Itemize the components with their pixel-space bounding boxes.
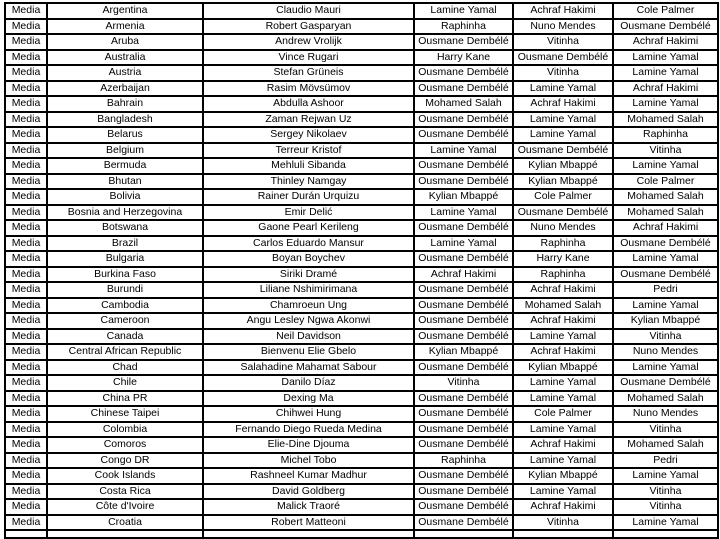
voter-cell[interactable]: Sergey Nikolaev <box>203 127 414 143</box>
vote2-cell[interactable]: Achraf Hakimi <box>513 437 613 453</box>
vote2-cell[interactable]: Nuno Mendes <box>513 19 613 35</box>
vote3-cell[interactable]: Lamine Yamal <box>613 65 718 81</box>
vote2-cell[interactable]: Kylian Mbappé <box>513 158 613 174</box>
voter-cell[interactable]: Boyan Boychev <box>203 251 414 267</box>
table-row <box>5 251 718 267</box>
table-row <box>5 174 718 190</box>
table-row <box>5 282 718 298</box>
country-cell[interactable]: Burkina Faso <box>47 267 203 283</box>
vote2-cell[interactable]: Lamine Yamal <box>513 329 613 345</box>
vote1-cell[interactable]: Ousmane Dembélé <box>414 437 513 453</box>
country-cell[interactable]: Australia <box>47 50 203 66</box>
org-cell[interactable]: Media <box>5 484 47 500</box>
vote3-cell[interactable]: Mohamed Salah <box>613 205 718 221</box>
org-cell[interactable]: Media <box>5 19 47 35</box>
vote3-cell[interactable]: Ousmane Dembélé <box>613 267 718 283</box>
vote1-cell[interactable]: Lamine Yamal <box>414 236 513 252</box>
country-cell[interactable]: Colombia <box>47 422 203 438</box>
voter-cell[interactable]: Vince Rugari <box>203 50 414 66</box>
country-cell[interactable]: Belarus <box>47 127 203 143</box>
country-cell[interactable]: Cook Islands <box>47 468 203 484</box>
country-cell[interactable]: Bahrain <box>47 96 203 112</box>
vote2-cell[interactable]: Vitinha <box>513 515 613 531</box>
org-cell[interactable]: Media <box>5 174 47 190</box>
voter-cell[interactable]: Abdulla Ashoor <box>203 96 414 112</box>
table-row <box>5 143 718 159</box>
org-cell[interactable]: Media <box>5 282 47 298</box>
vote3-cell[interactable]: Lamine Yamal <box>613 96 718 112</box>
vote2-cell[interactable]: Kylian Mbappé <box>513 174 613 190</box>
org-cell[interactable]: Media <box>5 158 47 174</box>
voter-cell[interactable]: Emir Delić <box>203 205 414 221</box>
vote2-cell[interactable]: Achraf Hakimi <box>513 282 613 298</box>
vote2-cell[interactable]: Lamine Yamal <box>513 81 613 97</box>
vote1-cell[interactable]: Ousmane Dembélé <box>414 282 513 298</box>
org-cell[interactable]: Media <box>5 65 47 81</box>
vote2-cell[interactable]: Kylian Mbappé <box>513 468 613 484</box>
vote1-cell[interactable]: Ousmane Dembélé <box>414 298 513 314</box>
vote1-cell[interactable]: Lamine Yamal <box>414 205 513 221</box>
vote1-cell[interactable]: Ousmane Dembélé <box>414 34 513 50</box>
country-cell[interactable]: Chad <box>47 360 203 376</box>
vote3-cell[interactable]: Lamine Yamal <box>613 158 718 174</box>
vote1-cell[interactable]: Ousmane Dembélé <box>414 329 513 345</box>
org-cell[interactable]: Media <box>5 499 47 515</box>
table-row <box>5 96 718 112</box>
table-row <box>5 298 718 314</box>
org-cell[interactable]: Media <box>5 251 47 267</box>
clipped-cell <box>613 530 718 538</box>
vote3-cell[interactable]: Pedri <box>613 282 718 298</box>
org-cell[interactable]: Media <box>5 81 47 97</box>
vote3-cell[interactable]: Achraf Hakimi <box>613 220 718 236</box>
table-row <box>5 34 718 50</box>
country-cell[interactable]: Bangladesh <box>47 112 203 128</box>
country-cell[interactable]: Azerbaijan <box>47 81 203 97</box>
vote2-cell[interactable]: Raphinha <box>513 236 613 252</box>
table-row <box>5 453 718 469</box>
clipped-cell <box>203 530 414 538</box>
table-row <box>5 313 718 329</box>
country-cell[interactable]: Bolivia <box>47 189 203 205</box>
vote2-cell[interactable]: Vitinha <box>513 34 613 50</box>
country-cell[interactable]: Croatia <box>47 515 203 531</box>
table-row <box>5 329 718 345</box>
vote2-cell[interactable]: Ousmane Dembélé <box>513 205 613 221</box>
vote3-cell[interactable]: Achraf Hakimi <box>613 34 718 50</box>
country-cell[interactable]: Congo DR <box>47 453 203 469</box>
clipped-cell <box>414 530 513 538</box>
table-row <box>5 205 718 221</box>
vote1-cell[interactable]: Kylian Mbappé <box>414 344 513 360</box>
vote2-cell[interactable]: Harry Kane <box>513 251 613 267</box>
vote3-cell[interactable]: Cole Palmer <box>613 3 718 19</box>
org-cell[interactable]: Media <box>5 96 47 112</box>
vote3-cell[interactable]: Lamine Yamal <box>613 50 718 66</box>
vote2-cell[interactable]: Achraf Hakimi <box>513 499 613 515</box>
vote1-cell[interactable]: Ousmane Dembélé <box>414 484 513 500</box>
org-cell[interactable]: Media <box>5 468 47 484</box>
vote1-cell[interactable]: Ousmane Dembélé <box>414 422 513 438</box>
vote3-cell[interactable]: Vitinha <box>613 484 718 500</box>
vote1-cell[interactable]: Harry Kane <box>414 50 513 66</box>
country-cell[interactable]: Canada <box>47 329 203 345</box>
vote3-cell[interactable]: Vitinha <box>613 143 718 159</box>
vote1-cell[interactable]: Ousmane Dembélé <box>414 391 513 407</box>
vote1-cell[interactable]: Lamine Yamal <box>414 3 513 19</box>
vote2-cell[interactable]: Lamine Yamal <box>513 375 613 391</box>
country-cell[interactable]: Cambodia <box>47 298 203 314</box>
table-row <box>5 189 718 205</box>
vote3-cell[interactable]: Ousmane Dembélé <box>613 19 718 35</box>
vote3-cell[interactable]: Vitinha <box>613 329 718 345</box>
voter-cell[interactable]: Andrew Vrolijk <box>203 34 414 50</box>
vote3-cell[interactable]: Achraf Hakimi <box>613 81 718 97</box>
voter-cell[interactable]: Carlos Eduardo Mansur <box>203 236 414 252</box>
vote3-cell[interactable]: Kylian Mbappé <box>613 313 718 329</box>
table-row <box>5 406 718 422</box>
table-row <box>5 468 718 484</box>
vote1-cell[interactable]: Ousmane Dembélé <box>414 220 513 236</box>
media-votes-table <box>4 2 719 539</box>
vote3-cell[interactable]: Lamine Yamal <box>613 298 718 314</box>
vote3-cell[interactable]: Mohamed Salah <box>613 391 718 407</box>
country-cell[interactable]: Argentina <box>47 3 203 19</box>
table-row <box>5 236 718 252</box>
voter-cell[interactable]: Liliane Nshimirimana <box>203 282 414 298</box>
vote3-cell[interactable]: Cole Palmer <box>613 174 718 190</box>
table-row <box>5 437 718 453</box>
vote2-cell[interactable]: Lamine Yamal <box>513 127 613 143</box>
vote1-cell[interactable]: Kylian Mbappé <box>414 189 513 205</box>
vote3-cell[interactable]: Nuno Mendes <box>613 406 718 422</box>
org-cell[interactable]: Media <box>5 298 47 314</box>
voter-cell[interactable]: Robert Gasparyan <box>203 19 414 35</box>
country-cell[interactable]: Brazil <box>47 236 203 252</box>
vote1-cell[interactable]: Achraf Hakimi <box>414 267 513 283</box>
voter-cell[interactable]: Claudio Mauri <box>203 3 414 19</box>
voter-cell[interactable]: Rashneel Kumar Madhur <box>203 468 414 484</box>
vote3-cell[interactable]: Mohamed Salah <box>613 112 718 128</box>
org-cell[interactable]: Media <box>5 422 47 438</box>
table-row <box>5 267 718 283</box>
country-cell[interactable]: Burundi <box>47 282 203 298</box>
country-cell[interactable]: Bosnia and Herzegovina <box>47 205 203 221</box>
org-cell[interactable]: Media <box>5 267 47 283</box>
vote3-cell[interactable]: Ousmane Dembélé <box>613 375 718 391</box>
vote1-cell[interactable]: Ousmane Dembélé <box>414 127 513 143</box>
voter-cell[interactable]: Angu Lesley Ngwa Akonwi <box>203 313 414 329</box>
voter-cell[interactable]: Robert Matteoni <box>203 515 414 531</box>
vote1-cell[interactable]: Ousmane Dembélé <box>414 112 513 128</box>
vote2-cell[interactable]: Nuno Mendes <box>513 220 613 236</box>
vote2-cell[interactable]: Achraf Hakimi <box>513 3 613 19</box>
vote3-cell[interactable]: Vitinha <box>613 499 718 515</box>
voter-cell[interactable]: Danilo Díaz <box>203 375 414 391</box>
vote2-cell[interactable]: Ousmane Dembélé <box>513 50 613 66</box>
vote1-cell[interactable]: Vitinha <box>414 375 513 391</box>
table-row <box>5 499 718 515</box>
voter-cell[interactable]: Rasim Mövsümov <box>203 81 414 97</box>
org-cell[interactable]: Media <box>5 220 47 236</box>
vote1-cell[interactable]: Ousmane Dembélé <box>414 81 513 97</box>
clipped-cell <box>5 530 47 538</box>
vote1-cell[interactable]: Mohamed Salah <box>414 96 513 112</box>
table-row <box>5 127 718 143</box>
vote3-cell[interactable]: Lamine Yamal <box>613 515 718 531</box>
voter-cell[interactable]: Elie-Dine Djouma <box>203 437 414 453</box>
org-cell[interactable]: Media <box>5 3 47 19</box>
vote1-cell[interactable]: Ousmane Dembélé <box>414 406 513 422</box>
country-cell[interactable]: China PR <box>47 391 203 407</box>
org-cell[interactable]: Media <box>5 236 47 252</box>
vote1-cell[interactable]: Raphinha <box>414 453 513 469</box>
org-cell[interactable]: Media <box>5 375 47 391</box>
country-cell[interactable]: Bhutan <box>47 174 203 190</box>
vote1-cell[interactable]: Ousmane Dembélé <box>414 468 513 484</box>
voter-cell[interactable]: Thinley Namgay <box>203 174 414 190</box>
country-cell[interactable]: Armenia <box>47 19 203 35</box>
vote3-cell[interactable]: Nuno Mendes <box>613 344 718 360</box>
voter-cell[interactable]: Siriki Dramé <box>203 267 414 283</box>
country-cell[interactable]: Chinese Taipei <box>47 406 203 422</box>
voter-cell[interactable]: Dexing Ma <box>203 391 414 407</box>
table-row <box>5 112 718 128</box>
country-cell[interactable]: Comoros <box>47 437 203 453</box>
country-cell[interactable]: Central African Republic <box>47 344 203 360</box>
vote2-cell[interactable]: Kylian Mbappé <box>513 360 613 376</box>
vote2-cell[interactable]: Raphinha <box>513 267 613 283</box>
vote1-cell[interactable]: Lamine Yamal <box>414 143 513 159</box>
vote2-cell[interactable]: Lamine Yamal <box>513 484 613 500</box>
table-row <box>5 220 718 236</box>
table-row <box>5 422 718 438</box>
vote1-cell[interactable]: Ousmane Dembélé <box>414 65 513 81</box>
vote3-cell[interactable]: Mohamed Salah <box>613 437 718 453</box>
voter-cell[interactable]: Michel Tobo <box>203 453 414 469</box>
vote1-cell[interactable]: Ousmane Dembélé <box>414 515 513 531</box>
vote3-cell[interactable]: Lamine Yamal <box>613 251 718 267</box>
vote1-cell[interactable]: Ousmane Dembélé <box>414 313 513 329</box>
voter-cell[interactable]: Zaman Rejwan Uz <box>203 112 414 128</box>
voter-cell[interactable]: Malick Traoré <box>203 499 414 515</box>
table-row <box>5 81 718 97</box>
org-cell[interactable]: Media <box>5 344 47 360</box>
table-row <box>5 50 718 66</box>
org-cell[interactable]: Media <box>5 112 47 128</box>
org-cell[interactable]: Media <box>5 205 47 221</box>
country-cell[interactable]: Botswana <box>47 220 203 236</box>
voter-cell[interactable]: David Goldberg <box>203 484 414 500</box>
vote3-cell[interactable]: Lamine Yamal <box>613 468 718 484</box>
org-cell[interactable]: Media <box>5 189 47 205</box>
org-cell[interactable]: Media <box>5 143 47 159</box>
voter-cell[interactable]: Neil Davidson <box>203 329 414 345</box>
country-cell[interactable]: Austria <box>47 65 203 81</box>
vote1-cell[interactable]: Raphinha <box>414 19 513 35</box>
vote3-cell[interactable]: Ousmane Dembélé <box>613 236 718 252</box>
table-row <box>5 19 718 35</box>
org-cell[interactable]: Media <box>5 313 47 329</box>
voter-cell[interactable]: Mehluli Sibanda <box>203 158 414 174</box>
voter-cell[interactable]: Chihwei Hung <box>203 406 414 422</box>
country-cell[interactable]: Cameroon <box>47 313 203 329</box>
table-row <box>5 375 718 391</box>
table-row <box>5 360 718 376</box>
table-row <box>5 391 718 407</box>
vote2-cell[interactable]: Mohamed Salah <box>513 298 613 314</box>
vote2-cell[interactable]: Cole Palmer <box>513 189 613 205</box>
table-row <box>5 3 718 19</box>
country-cell[interactable]: Bulgaria <box>47 251 203 267</box>
table-row <box>5 158 718 174</box>
org-cell[interactable]: Media <box>5 50 47 66</box>
org-cell[interactable]: Media <box>5 437 47 453</box>
org-cell[interactable]: Media <box>5 391 47 407</box>
vote1-cell[interactable]: Ousmane Dembélé <box>414 174 513 190</box>
org-cell[interactable]: Media <box>5 34 47 50</box>
vote2-cell[interactable]: Lamine Yamal <box>513 391 613 407</box>
country-cell[interactable]: Belgium <box>47 143 203 159</box>
voter-cell[interactable]: Fernando Diego Rueda Medina <box>203 422 414 438</box>
org-cell[interactable]: Media <box>5 329 47 345</box>
voter-cell[interactable]: Gaone Pearl Kerileng <box>203 220 414 236</box>
vote2-cell[interactable]: Lamine Yamal <box>513 112 613 128</box>
voter-cell[interactable]: Stefan Grüneis <box>203 65 414 81</box>
org-cell[interactable]: Media <box>5 515 47 531</box>
votes-table-body <box>5 3 718 538</box>
vote2-cell[interactable]: Lamine Yamal <box>513 453 613 469</box>
vote1-cell[interactable]: Ousmane Dembélé <box>414 499 513 515</box>
country-cell[interactable]: Bermuda <box>47 158 203 174</box>
vote2-cell[interactable]: Ousmane Dembélé <box>513 143 613 159</box>
vote3-cell[interactable]: Pedri <box>613 453 718 469</box>
voter-cell[interactable]: Rainer Durán Urquizu <box>203 189 414 205</box>
table-row <box>5 344 718 360</box>
country-cell[interactable]: Chile <box>47 375 203 391</box>
table-row <box>5 65 718 81</box>
country-cell[interactable]: Côte d'Ivoire <box>47 499 203 515</box>
clipped-cell <box>513 530 613 538</box>
clipped-cell <box>47 530 203 538</box>
voter-cell[interactable]: Salahadine Mahamat Sabour <box>203 360 414 376</box>
vote3-cell[interactable]: Mohamed Salah <box>613 189 718 205</box>
org-cell[interactable]: Media <box>5 127 47 143</box>
vote1-cell[interactable]: Ousmane Dembélé <box>414 158 513 174</box>
voter-cell[interactable]: Bienvenu Elie Gbelo <box>203 344 414 360</box>
org-cell[interactable]: Media <box>5 406 47 422</box>
vote2-cell[interactable]: Achraf Hakimi <box>513 344 613 360</box>
vote2-cell[interactable]: Achraf Hakimi <box>513 96 613 112</box>
vote2-cell[interactable]: Cole Palmer <box>513 406 613 422</box>
vote3-cell[interactable]: Vitinha <box>613 422 718 438</box>
vote2-cell[interactable]: Lamine Yamal <box>513 422 613 438</box>
country-cell[interactable]: Aruba <box>47 34 203 50</box>
vote2-cell[interactable]: Achraf Hakimi <box>513 313 613 329</box>
vote2-cell[interactable]: Vitinha <box>513 65 613 81</box>
vote3-cell[interactable]: Lamine Yamal <box>613 360 718 376</box>
clipped-next-row <box>5 530 718 538</box>
org-cell[interactable]: Media <box>5 453 47 469</box>
vote1-cell[interactable]: Ousmane Dembélé <box>414 360 513 376</box>
country-cell[interactable]: Costa Rica <box>47 484 203 500</box>
org-cell[interactable]: Media <box>5 360 47 376</box>
vote1-cell[interactable]: Ousmane Dembélé <box>414 251 513 267</box>
voter-cell[interactable]: Terreur Kristof <box>203 143 414 159</box>
table-row <box>5 484 718 500</box>
vote3-cell[interactable]: Raphinha <box>613 127 718 143</box>
table-row <box>5 515 718 531</box>
voter-cell[interactable]: Chamroeun Ung <box>203 298 414 314</box>
